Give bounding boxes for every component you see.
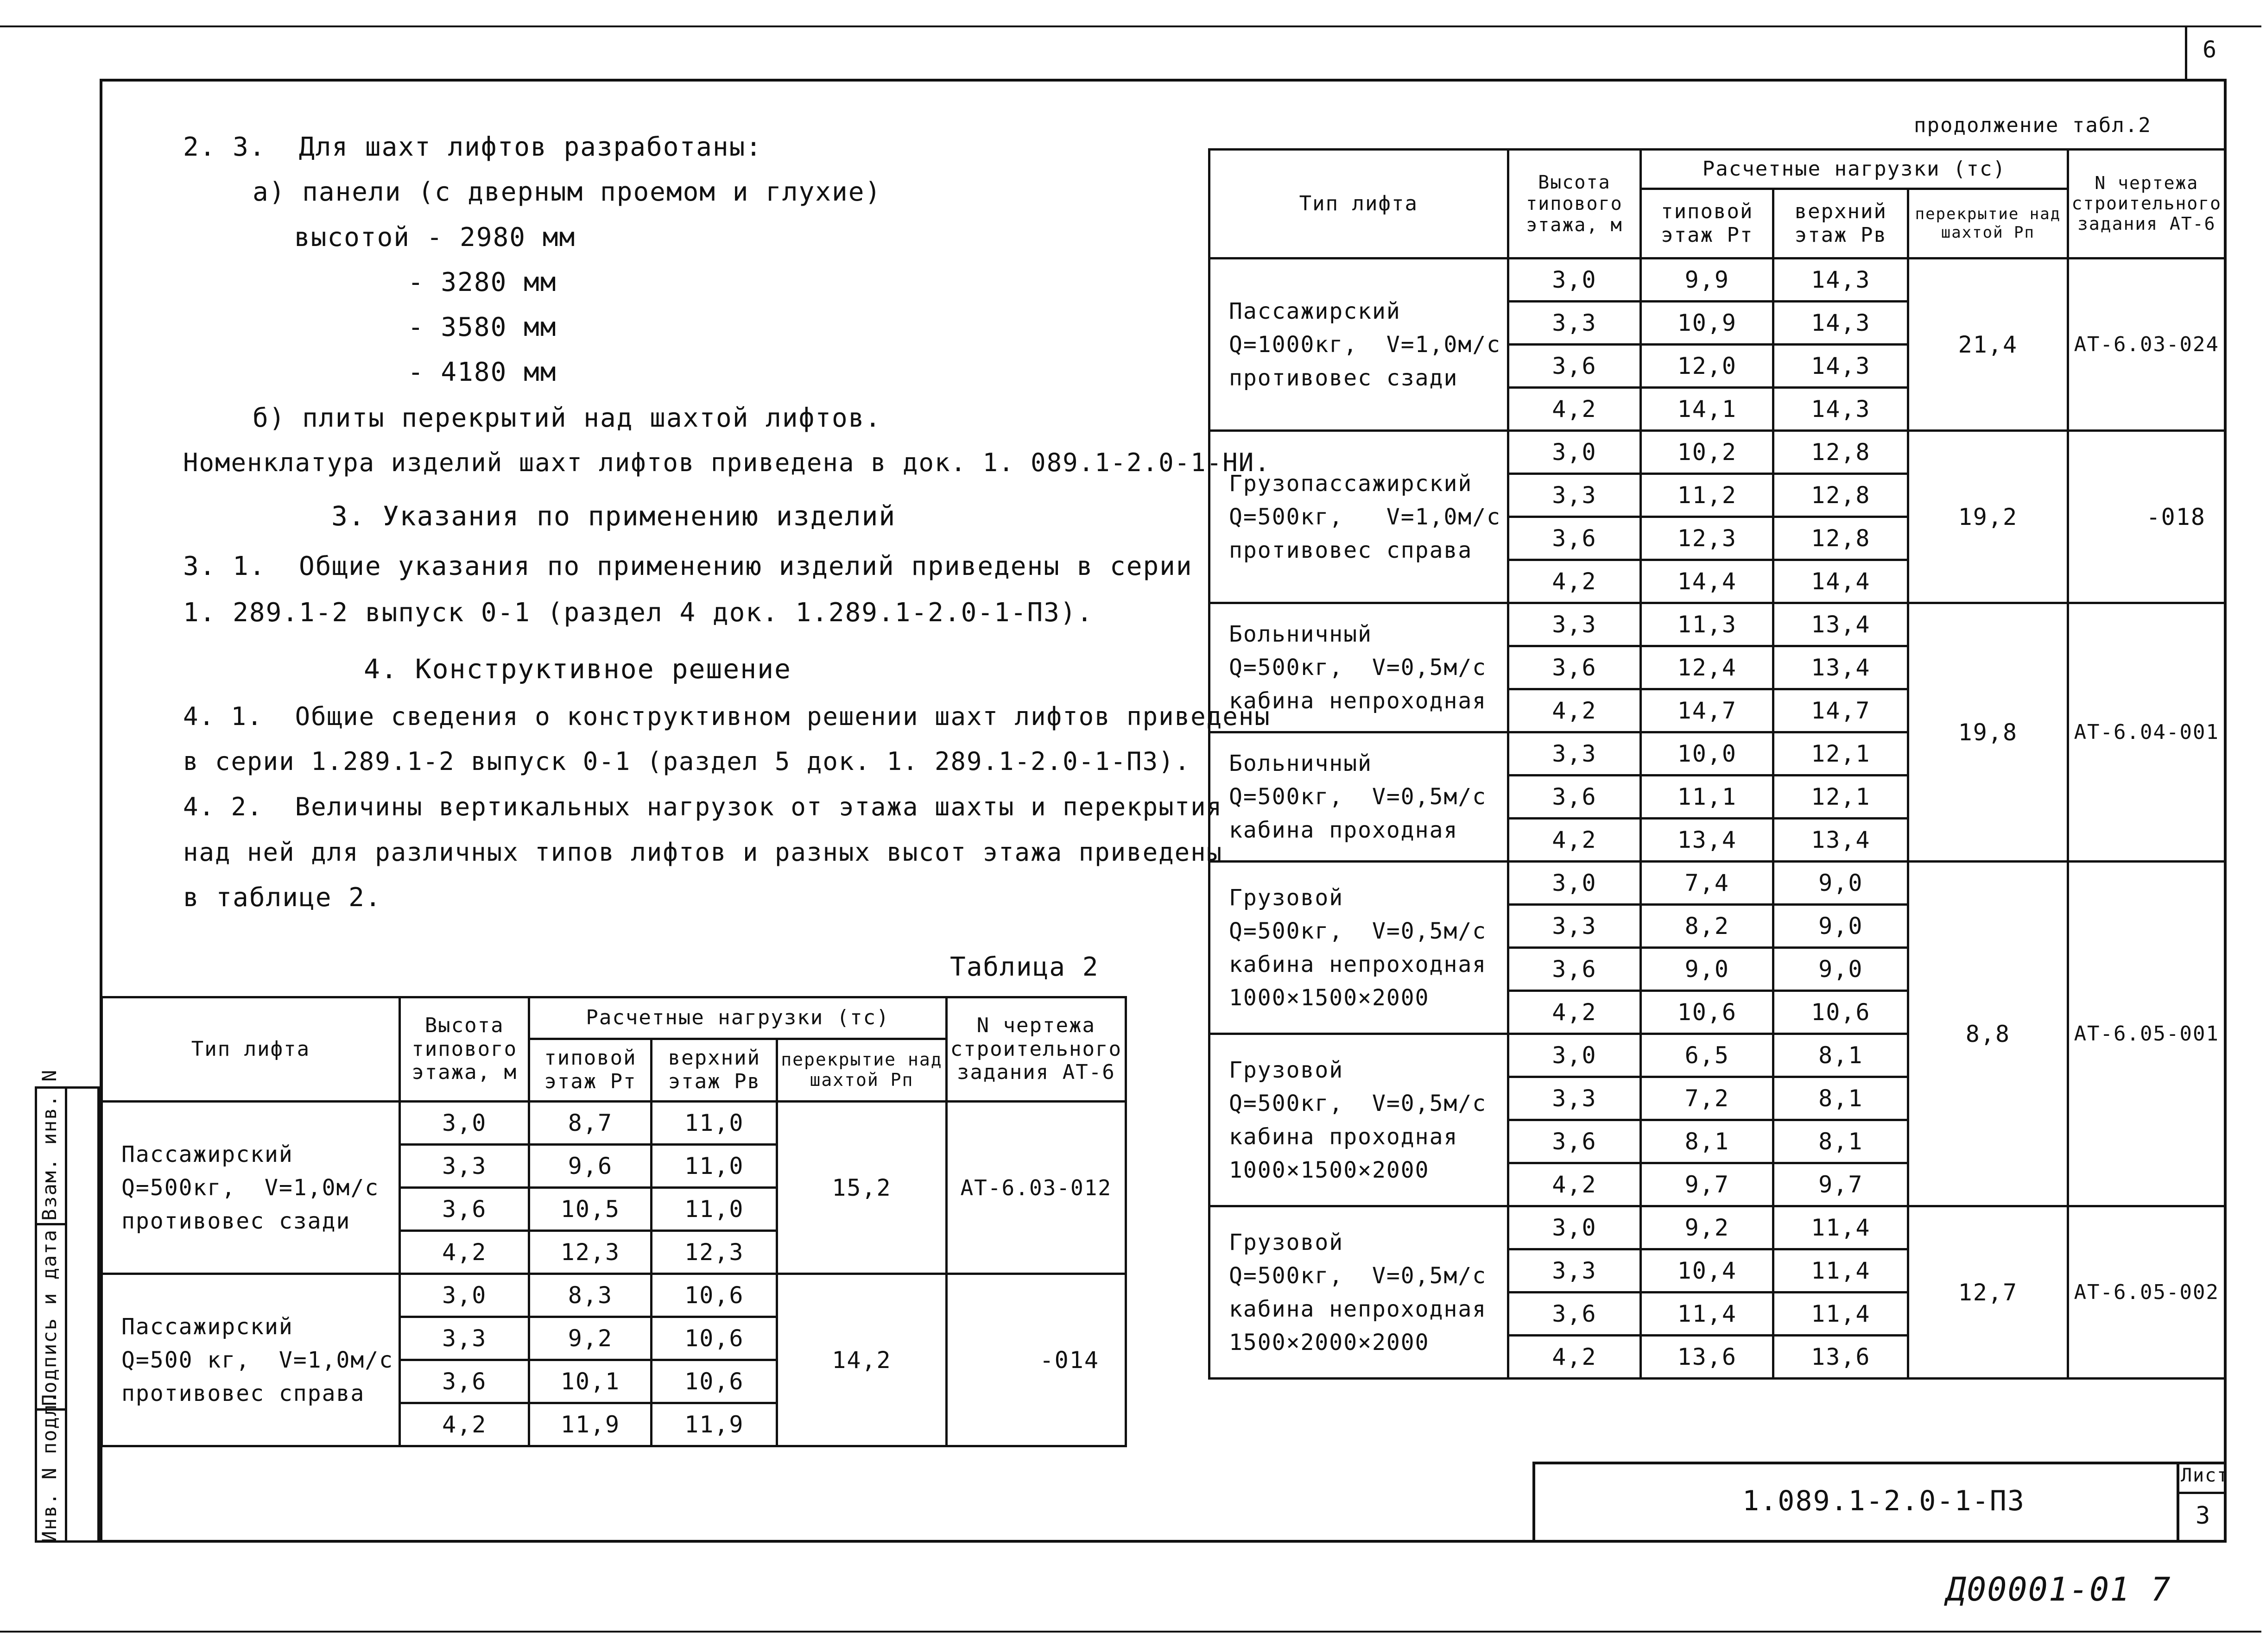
cell-upper: 14,4 xyxy=(1773,560,1908,603)
cell-upper: 13,4 xyxy=(1773,603,1908,646)
cell-drawing: АТ-6.03-012 xyxy=(946,1102,1126,1274)
cell-typical: 10,1 xyxy=(529,1360,652,1403)
cell-typical: 8,1 xyxy=(1641,1120,1773,1163)
cell-drawing: АТ-6.04-001 xyxy=(2068,603,2225,862)
cell-height: 3,0 xyxy=(1508,1034,1641,1077)
cell-typical: 12,3 xyxy=(1641,517,1773,560)
cell-typical: 14,4 xyxy=(1641,560,1773,603)
cell-height: 3,6 xyxy=(1508,517,1641,560)
cell-upper: 9,7 xyxy=(1773,1163,1908,1206)
cell-typical: 11,4 xyxy=(1641,1293,1773,1336)
cell-slab: 14,2 xyxy=(777,1274,946,1446)
text-line-13: 4. 1. Общие сведения о конструктивном решении шахт лифтов приведены xyxy=(183,702,1271,731)
cell-typical: 10,2 xyxy=(1641,431,1773,474)
cell-upper: 11,0 xyxy=(652,1145,777,1188)
header-drawing: N чертежа строительного задания АТ-6 xyxy=(946,997,1126,1102)
text-line-4: - 3280 мм xyxy=(408,267,557,297)
cell-height: 3,0 xyxy=(1508,862,1641,905)
cell-upper: 9,0 xyxy=(1773,948,1908,991)
cell-typical: 10,4 xyxy=(1641,1249,1773,1293)
header-slab: перекрытие над шахтой Рп xyxy=(777,1039,946,1102)
cell-upper: 13,4 xyxy=(1773,646,1908,689)
text-line-17: в таблице 2. xyxy=(183,883,382,913)
cell-upper: 12,8 xyxy=(1773,431,1908,474)
header-upper: верхний этаж Рв xyxy=(1773,189,1908,259)
cell-typical: 9,7 xyxy=(1641,1163,1773,1206)
cell-drawing: АТ-6.05-001 xyxy=(2068,862,2225,1206)
cell-height: 3,0 xyxy=(399,1274,529,1317)
lift-type: Пассажирский Q=500кг, V=1,0м/с противовес сзади xyxy=(102,1102,400,1274)
cell-typical: 10,6 xyxy=(1641,991,1773,1034)
cell-typical: 7,2 xyxy=(1641,1077,1773,1120)
bottom-border-line xyxy=(0,1631,2261,1633)
cell-slab: 21,4 xyxy=(1908,259,2068,431)
cell-height: 4,2 xyxy=(1508,819,1641,862)
header-upper: верхний этаж Рв xyxy=(652,1039,777,1102)
cell-typical: 14,1 xyxy=(1641,388,1773,431)
cell-upper: 14,7 xyxy=(1773,689,1908,732)
cell-height: 4,2 xyxy=(399,1231,529,1274)
cell-typical: 10,0 xyxy=(1641,732,1773,776)
cell-height: 4,2 xyxy=(1508,991,1641,1034)
cell-height: 3,3 xyxy=(1508,732,1641,776)
cell-drawing: АТ-6.05-002 xyxy=(2068,1206,2225,1379)
cell-upper: 12,1 xyxy=(1773,732,1908,776)
cell-height: 3,6 xyxy=(399,1360,529,1403)
header-slab: перекрытие над шахтой Рп xyxy=(1908,189,2068,259)
lift-type: Грузопассажирский Q=500кг, V=1,0м/с противовес справа xyxy=(1209,431,1508,603)
text-line-7: б) плиты перекрытий над шахтой лифтов. xyxy=(253,403,882,433)
header-type: Тип лифта xyxy=(102,997,400,1102)
lift-type: Грузовой Q=500кг, V=0,5м/с кабина проходная 1000×1500×2000 xyxy=(1209,1034,1508,1206)
cell-typical: 11,1 xyxy=(1641,776,1773,819)
cell-typical: 9,0 xyxy=(1641,948,1773,991)
header-loads: Расчетные нагрузки (тс) xyxy=(1641,150,2068,189)
table-2-left xyxy=(101,996,1127,1447)
text-line-2: а) панели (с дверным проемом и глухие) xyxy=(253,177,882,207)
cell-upper: 13,4 xyxy=(1773,819,1908,862)
cell-upper: 8,1 xyxy=(1773,1034,1908,1077)
cell-height: 3,0 xyxy=(1508,431,1641,474)
cell-typical: 6,5 xyxy=(1641,1034,1773,1077)
cell-typical: 9,2 xyxy=(1641,1206,1773,1249)
cell-height: 3,6 xyxy=(1508,1293,1641,1336)
cell-typical: 13,6 xyxy=(1641,1336,1773,1379)
cell-upper: 14,3 xyxy=(1773,388,1908,431)
cell-height: 4,2 xyxy=(1508,388,1641,431)
cell-typical: 9,6 xyxy=(529,1145,652,1188)
cell-height: 3,3 xyxy=(1508,1249,1641,1293)
text-line-8: Номенклатура изделий шахт лифтов приведена в док. 1. 089.1-2.0-1-НИ. xyxy=(183,448,1271,477)
cell-upper: 11,4 xyxy=(1773,1206,1908,1249)
cell-height: 3,3 xyxy=(1508,302,1641,345)
lift-type: Пассажирский Q=1000кг, V=1,0м/с противовес сзади xyxy=(1209,259,1508,431)
cell-height: 4,2 xyxy=(1508,1336,1641,1379)
side-label-replace: Взам. инв. N xyxy=(38,1069,61,1221)
lift-type: Грузовой Q=500кг, V=0,5м/с кабина непроходная 1500×2000×2000 xyxy=(1209,1206,1508,1379)
header-drawing: N чертежа строительного задания АТ-6 xyxy=(2068,150,2225,259)
cell-height: 3,3 xyxy=(399,1317,529,1360)
cell-typical: 8,2 xyxy=(1641,905,1773,948)
cell-slab: 8,8 xyxy=(1908,862,2068,1206)
cell-height: 4,2 xyxy=(399,1403,529,1446)
cell-typical: 12,0 xyxy=(1641,345,1773,388)
footer-code: Д00001-01 7 xyxy=(1946,1570,2171,1608)
cell-slab: 15,2 xyxy=(777,1102,946,1274)
text-line-14: в серии 1.289.1-2 выпуск 0-1 (раздел 5 док. 1. 289.1-2.0-1-ПЗ). xyxy=(183,747,1191,776)
sheet-number: 3 xyxy=(2196,1502,2211,1530)
header-height: Высота типового этажа, м xyxy=(1508,150,1641,259)
text-line-10: 3. 1. Общие указания по применению изделий приведены в серии xyxy=(183,551,1193,581)
cell-height: 3,6 xyxy=(1508,1120,1641,1163)
cell-typical: 9,9 xyxy=(1641,259,1773,302)
cell-upper: 12,8 xyxy=(1773,517,1908,560)
cell-upper: 8,1 xyxy=(1773,1077,1908,1120)
cell-upper: 10,6 xyxy=(652,1274,777,1317)
table-label: Таблица 2 xyxy=(950,952,1099,982)
cell-upper: 13,6 xyxy=(1773,1336,1908,1379)
cell-upper: 11,9 xyxy=(652,1403,777,1446)
cell-upper: 14,3 xyxy=(1773,259,1908,302)
lift-type: Больничный Q=500кг, V=0,5м/с кабина непроходная xyxy=(1209,603,1508,732)
cell-upper: 11,4 xyxy=(1773,1293,1908,1336)
cell-upper: 12,8 xyxy=(1773,474,1908,517)
cell-typical: 13,4 xyxy=(1641,819,1773,862)
cell-height: 3,0 xyxy=(1508,1206,1641,1249)
section-3-heading: 3. Указания по применению изделий xyxy=(331,500,896,532)
cell-typical: 10,9 xyxy=(1641,302,1773,345)
lift-type: Больничный Q=500кг, V=0,5м/с кабина проходная xyxy=(1209,732,1508,862)
section-4-heading: 4. Конструктивное решение xyxy=(364,653,791,685)
header-height: Высота типового этажа, м xyxy=(399,997,529,1102)
top-border-line xyxy=(0,25,2261,27)
cell-height: 3,3 xyxy=(399,1145,529,1188)
header-loads: Расчетные нагрузки (тс) xyxy=(529,997,946,1039)
cell-height: 3,3 xyxy=(1508,905,1641,948)
cell-upper: 9,0 xyxy=(1773,862,1908,905)
table-2-right xyxy=(1208,148,2227,1380)
cell-upper: 9,0 xyxy=(1773,905,1908,948)
cell-height: 4,2 xyxy=(1508,689,1641,732)
page-number: 6 xyxy=(2203,36,2218,63)
cell-height: 3,3 xyxy=(1508,603,1641,646)
text-line-16: над ней для различных типов лифтов и разных высот этажа приведены xyxy=(183,838,1223,867)
text-line-15: 4. 2. Величины вертикальных нагрузок от этажа шахты и перекрытия xyxy=(183,792,1223,821)
cell-height: 3,3 xyxy=(1508,474,1641,517)
cell-slab: 19,2 xyxy=(1908,431,2068,603)
cell-drawing: АТ-6.03-024 xyxy=(2068,259,2225,431)
cell-upper: 11,4 xyxy=(1773,1249,1908,1293)
cell-typical: 8,3 xyxy=(529,1274,652,1317)
sheet-label: Лист xyxy=(2181,1465,2229,1486)
cell-height: 3,6 xyxy=(1508,948,1641,991)
cell-drawing: -018 xyxy=(2068,431,2225,603)
cell-upper: 10,6 xyxy=(652,1317,777,1360)
cell-height: 3,3 xyxy=(1508,1077,1641,1120)
cell-upper: 12,1 xyxy=(1773,776,1908,819)
side-label-inv: Инв. N подл. xyxy=(38,1391,61,1543)
lift-type: Грузовой Q=500кг, V=0,5м/с кабина непроходная 1000×1500×2000 xyxy=(1209,862,1508,1034)
cell-height: 4,2 xyxy=(1508,560,1641,603)
cell-height: 3,0 xyxy=(1508,259,1641,302)
cell-upper: 11,0 xyxy=(652,1102,777,1145)
continuation-label: продолжение табл.2 xyxy=(1914,113,2152,137)
text-line-11: 1. 289.1-2 выпуск 0-1 (раздел 4 док. 1.289.1-2.0-1-ПЗ). xyxy=(183,598,1094,628)
lift-type: Пассажирский Q=500 кг, V=1,0м/с противовес справа xyxy=(102,1274,400,1446)
doc-code: 1.089.1-2.0-1-ПЗ xyxy=(1742,1485,2025,1517)
text-line-5: - 3580 мм xyxy=(408,312,557,342)
cell-height: 3,6 xyxy=(1508,776,1641,819)
cell-upper: 10,6 xyxy=(1773,991,1908,1034)
cell-typical: 7,4 xyxy=(1641,862,1773,905)
cell-upper: 14,3 xyxy=(1773,302,1908,345)
cell-typical: 10,5 xyxy=(529,1188,652,1231)
cell-typical: 9,2 xyxy=(529,1317,652,1360)
cell-upper: 11,0 xyxy=(652,1188,777,1231)
text-line-3: высотой - 2980 мм xyxy=(294,222,576,252)
cell-typical: 12,4 xyxy=(1641,646,1773,689)
cell-height: 3,6 xyxy=(1508,646,1641,689)
cell-typical: 11,2 xyxy=(1641,474,1773,517)
cell-upper: 12,3 xyxy=(652,1231,777,1274)
cell-drawing: -014 xyxy=(946,1274,1126,1446)
header-type: Тип лифта xyxy=(1209,150,1508,259)
cell-height: 4,2 xyxy=(1508,1163,1641,1206)
cell-typical: 12,3 xyxy=(529,1231,652,1274)
cell-height: 3,0 xyxy=(399,1102,529,1145)
cell-typical: 11,3 xyxy=(1641,603,1773,646)
cell-slab: 19,8 xyxy=(1908,603,2068,862)
side-label-sign: Подпись и дата xyxy=(38,1229,61,1406)
text-line-1: 2. 3. Для шахт лифтов разработаны: xyxy=(183,132,763,162)
cell-height: 3,6 xyxy=(1508,345,1641,388)
cell-typical: 14,7 xyxy=(1641,689,1773,732)
cell-upper: 10,6 xyxy=(652,1360,777,1403)
cell-upper: 14,3 xyxy=(1773,345,1908,388)
header-typical: типовой этаж Рт xyxy=(1641,189,1773,259)
header-typical: типовой этаж Рт xyxy=(529,1039,652,1102)
cell-typical: 11,9 xyxy=(529,1403,652,1446)
cell-slab: 12,7 xyxy=(1908,1206,2068,1379)
text-line-6: - 4180 мм xyxy=(408,357,557,387)
cell-typical: 8,7 xyxy=(529,1102,652,1145)
cell-upper: 8,1 xyxy=(1773,1120,1908,1163)
cell-height: 3,6 xyxy=(399,1188,529,1231)
